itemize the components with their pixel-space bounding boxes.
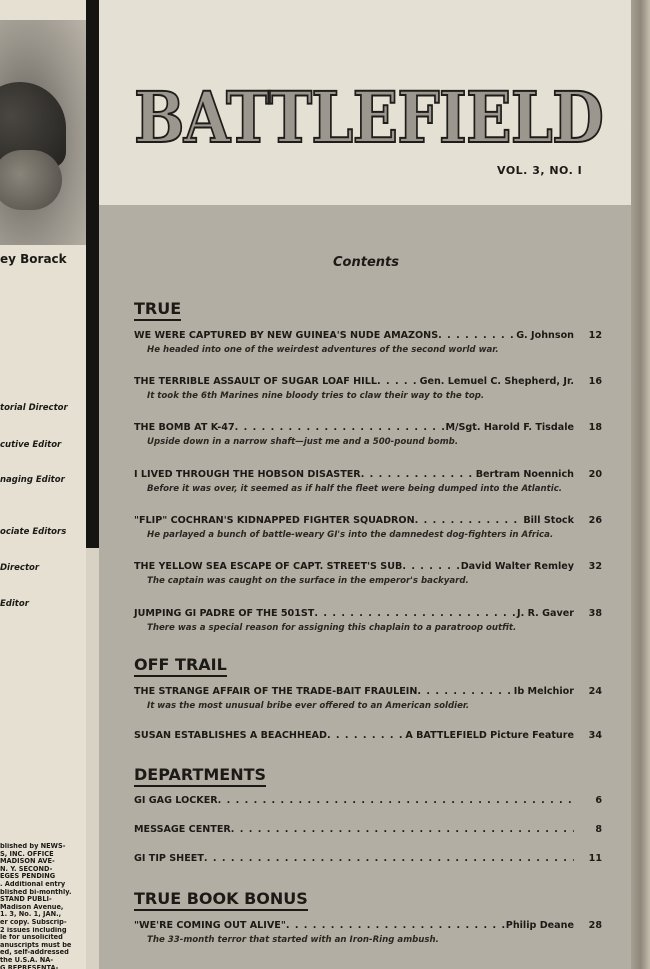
staff-role-4: ociate Editors xyxy=(0,527,67,537)
leader-dots xyxy=(231,824,574,836)
toc-entry[interactable] xyxy=(134,686,602,712)
masthead-title: BATTLEFIELD xyxy=(134,76,604,159)
entry-description: Upside down in a narrow shaft—just me and a 500-pound bomb. xyxy=(147,437,459,447)
entry-page: 28 xyxy=(588,920,602,931)
previous-page-strip xyxy=(0,0,86,969)
entry-title: SUSAN ESTABLISHES A BEACHHEAD xyxy=(134,730,327,741)
leader-dots xyxy=(361,469,476,481)
toc-entry[interactable] xyxy=(134,795,602,807)
staff-role-2: cutive Editor xyxy=(0,440,62,450)
leader-dots xyxy=(327,730,405,742)
page-edge xyxy=(631,0,650,969)
entry-author: Bill Stock xyxy=(523,515,574,526)
entry-author: M/Sgt. Harold F. Tisdale xyxy=(445,422,574,433)
entry-title: THE BOMB AT K-47 xyxy=(134,422,235,433)
toc-entry[interactable] xyxy=(134,824,602,836)
entry-description: There was a special reason for assigning this chaplain to a paratroop outfit. xyxy=(147,623,517,633)
face-shape xyxy=(0,150,62,210)
toc-entry[interactable] xyxy=(134,376,602,402)
entry-page: 12 xyxy=(588,330,602,341)
staff-role-5: Director xyxy=(0,563,40,573)
entry-title: "FLIP" COCHRAN'S KIDNAPPED FIGHTER SQUADRON xyxy=(134,515,415,526)
toc-entry[interactable] xyxy=(134,730,602,742)
entry-title: GI TIP SHEET xyxy=(134,853,204,864)
entry-title: WE WERE CAPTURED BY NEW GUINEA'S NUDE AMAZONS xyxy=(134,330,439,341)
toc-entry[interactable] xyxy=(134,561,602,587)
entry-title: THE YELLOW SEA ESCAPE OF CAPT. STREET'S SUB xyxy=(134,561,403,572)
entry-author: Ib Melchior xyxy=(513,686,574,697)
section-true: TRUE xyxy=(134,300,181,321)
entry-title: THE TERRIBLE ASSAULT OF SUGAR LOAF HILL xyxy=(134,376,377,387)
staff-role-6: Editor xyxy=(0,599,29,609)
entry-page: 20 xyxy=(588,469,602,480)
entry-description: It was the most unusual bribe ever offered to an American soldier. xyxy=(147,701,470,711)
leader-dots xyxy=(218,795,574,807)
entry-page: 24 xyxy=(588,686,602,697)
staff-role-1: torial Director xyxy=(0,403,68,413)
publication-fine-print: blished by NEWS- S, INC. OFFICE MADISON AVE- N. Y. SECOND- EGES PENDING . Additional entry blished bi-monthly. STAND PUBLI- Madison Avenue, 1. 3, No. 1, JAN., er copy. Subscrip- 2 issues including le for unsolicited anuscripts must be ed, self-addressed the U.S.A. NA- G REPRESENTA- xyxy=(0,843,72,969)
section-off-trail: OFF TRAIL xyxy=(134,656,227,677)
entry-author: David Walter Remley xyxy=(460,561,574,572)
leader-dots xyxy=(204,853,574,865)
leader-dots xyxy=(438,330,516,342)
entry-author: Gen. Lemuel C. Shepherd, Jr. xyxy=(419,376,574,387)
entry-page: 11 xyxy=(588,853,602,864)
section-departments: DEPARTMENTS xyxy=(134,766,266,787)
volume-number: VOL. 3, NO. I xyxy=(497,164,583,177)
toc-entry[interactable] xyxy=(134,515,602,541)
leader-dots xyxy=(286,920,506,932)
contents-heading: Contents xyxy=(333,255,399,270)
entry-page: 26 xyxy=(588,515,602,526)
entry-page: 18 xyxy=(588,422,602,433)
toc-entry[interactable] xyxy=(134,469,602,495)
entry-author: J. R. Gaver xyxy=(517,608,574,619)
entry-page: 38 xyxy=(588,608,602,619)
entry-author: A BATTLEFIELD Picture Feature xyxy=(405,730,574,741)
photo-credit: ey Borack xyxy=(0,252,67,266)
toc-entry[interactable] xyxy=(134,422,602,448)
entry-title: I LIVED THROUGH THE HOBSON DISASTER xyxy=(134,469,361,480)
toc-entry[interactable] xyxy=(134,608,602,634)
entry-page: 8 xyxy=(595,824,602,835)
gutter-dark-bar xyxy=(86,0,99,548)
section-true-book-bonus: TRUE BOOK BONUS xyxy=(134,890,308,911)
entry-author: G. Johnson xyxy=(516,330,574,341)
entry-description: He headed into one of the weirdest adventures of the second world war. xyxy=(147,345,499,355)
toc-entry[interactable] xyxy=(134,853,602,865)
entry-author: Bertram Noennich xyxy=(475,469,574,480)
entry-page: 6 xyxy=(595,795,602,806)
entry-description: The 33-month terror that started with an Iron-Ring ambush. xyxy=(147,935,439,945)
entry-description: The captain was caught on the surface in the emperor's backyard. xyxy=(147,576,469,586)
entry-description: Before it was over, it seemed as if half the fleet were being dumped into the Atlantic. xyxy=(147,484,563,494)
entry-description: It took the 6th Marines nine bloody tries to claw their way to the top. xyxy=(147,391,485,401)
toc-entry[interactable] xyxy=(134,330,602,356)
entry-description: He parlayed a bunch of battle-weary GI's into the damnedest dog-fighters in Africa. xyxy=(147,530,554,540)
entry-page: 16 xyxy=(588,376,602,387)
entry-title: "WE'RE COMING OUT ALIVE" xyxy=(134,920,286,931)
soldier-photo xyxy=(0,20,86,245)
entry-title: JUMPING GI PADRE OF THE 501ST xyxy=(134,608,315,619)
leader-dots xyxy=(377,376,420,388)
leader-dots xyxy=(235,422,446,434)
leader-dots xyxy=(314,608,517,620)
staff-role-3: naging Editor xyxy=(0,475,65,485)
leader-dots xyxy=(402,561,460,573)
entry-title: GI GAG LOCKER xyxy=(134,795,218,806)
entry-author: Philip Deane xyxy=(505,920,574,931)
entry-title: THE STRANGE AFFAIR OF THE TRADE-BAIT FRAULEIN xyxy=(134,686,418,697)
leader-dots xyxy=(415,515,524,527)
toc-entry[interactable] xyxy=(134,920,602,946)
entry-page: 34 xyxy=(588,730,602,741)
leader-dots xyxy=(417,686,513,698)
entry-title: MESSAGE CENTER xyxy=(134,824,231,835)
entry-page: 32 xyxy=(588,561,602,572)
